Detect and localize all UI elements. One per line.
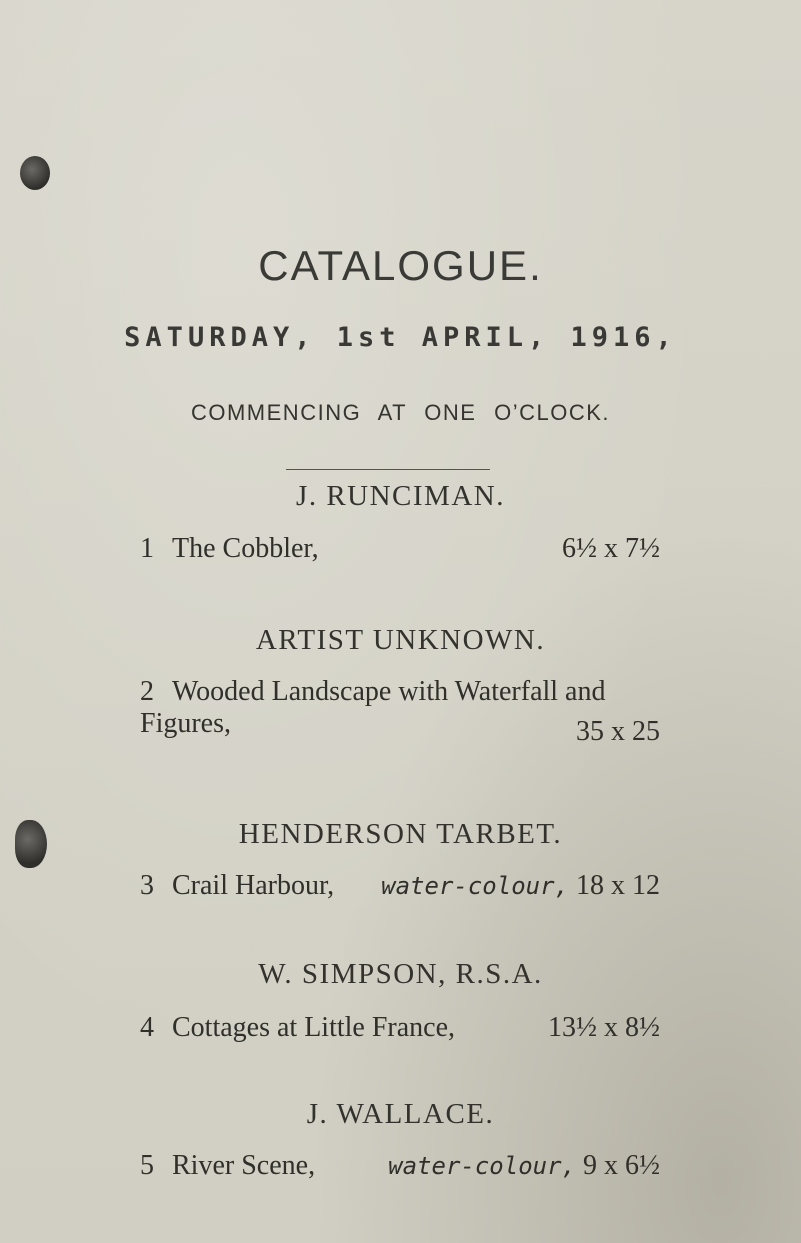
lot-medium: water-colour, [381,872,569,900]
artist-name: W. SIMPSON, R.S.A. [258,958,543,990]
lot-dimensions: 9 x 6½ [583,1150,660,1181]
lot-number: 1 [140,533,154,564]
lot-entry [140,1012,660,1044]
artist-name: ARTIST UNKNOWN. [255,624,546,656]
lot-dimensions: 13½ x 8½ [548,1012,660,1043]
lot-medium: water-colour, [388,1152,576,1180]
lot-entry [140,870,660,902]
lot-title: River Scene, [172,1150,316,1181]
lot-dimensions: 18 x 12 [576,870,660,901]
artist-name: J. RUNCIMAN. [296,480,505,512]
punch-hole [20,156,50,190]
start-time: COMMENCING AT ONE O’CLOCK. [190,400,610,425]
lot-number: 5 [140,1150,154,1181]
artist-name: J. WALLACE. [306,1098,495,1130]
lot-title: The Cobbler, [172,533,319,564]
divider [286,469,490,470]
lot-medium-dimensions [388,1150,660,1182]
lot-dimensions: 6½ x 7½ [562,533,660,564]
lot-title: Cottages at Little France, [172,1012,456,1043]
artist-name: HENDERSON TARBET. [238,818,563,850]
lot-number: 3 [140,870,154,901]
lot-entry [140,1150,660,1182]
catalogue-title: CATALOGUE. [258,242,543,289]
lot-number: 2 [140,676,154,707]
lot-entry [140,676,660,747]
lot-title: Crail Harbour, [172,870,335,901]
lot-entry [140,533,660,565]
lot-medium-dimensions [381,870,660,902]
sale-date: SATURDAY, 1st APRIL, 1916, [124,322,677,353]
lot-dimensions: 35 x 25 [576,716,660,747]
lot-title: Wooded Landscape with Waterfall and Figures, [140,676,606,739]
lot-number: 4 [140,1012,154,1043]
